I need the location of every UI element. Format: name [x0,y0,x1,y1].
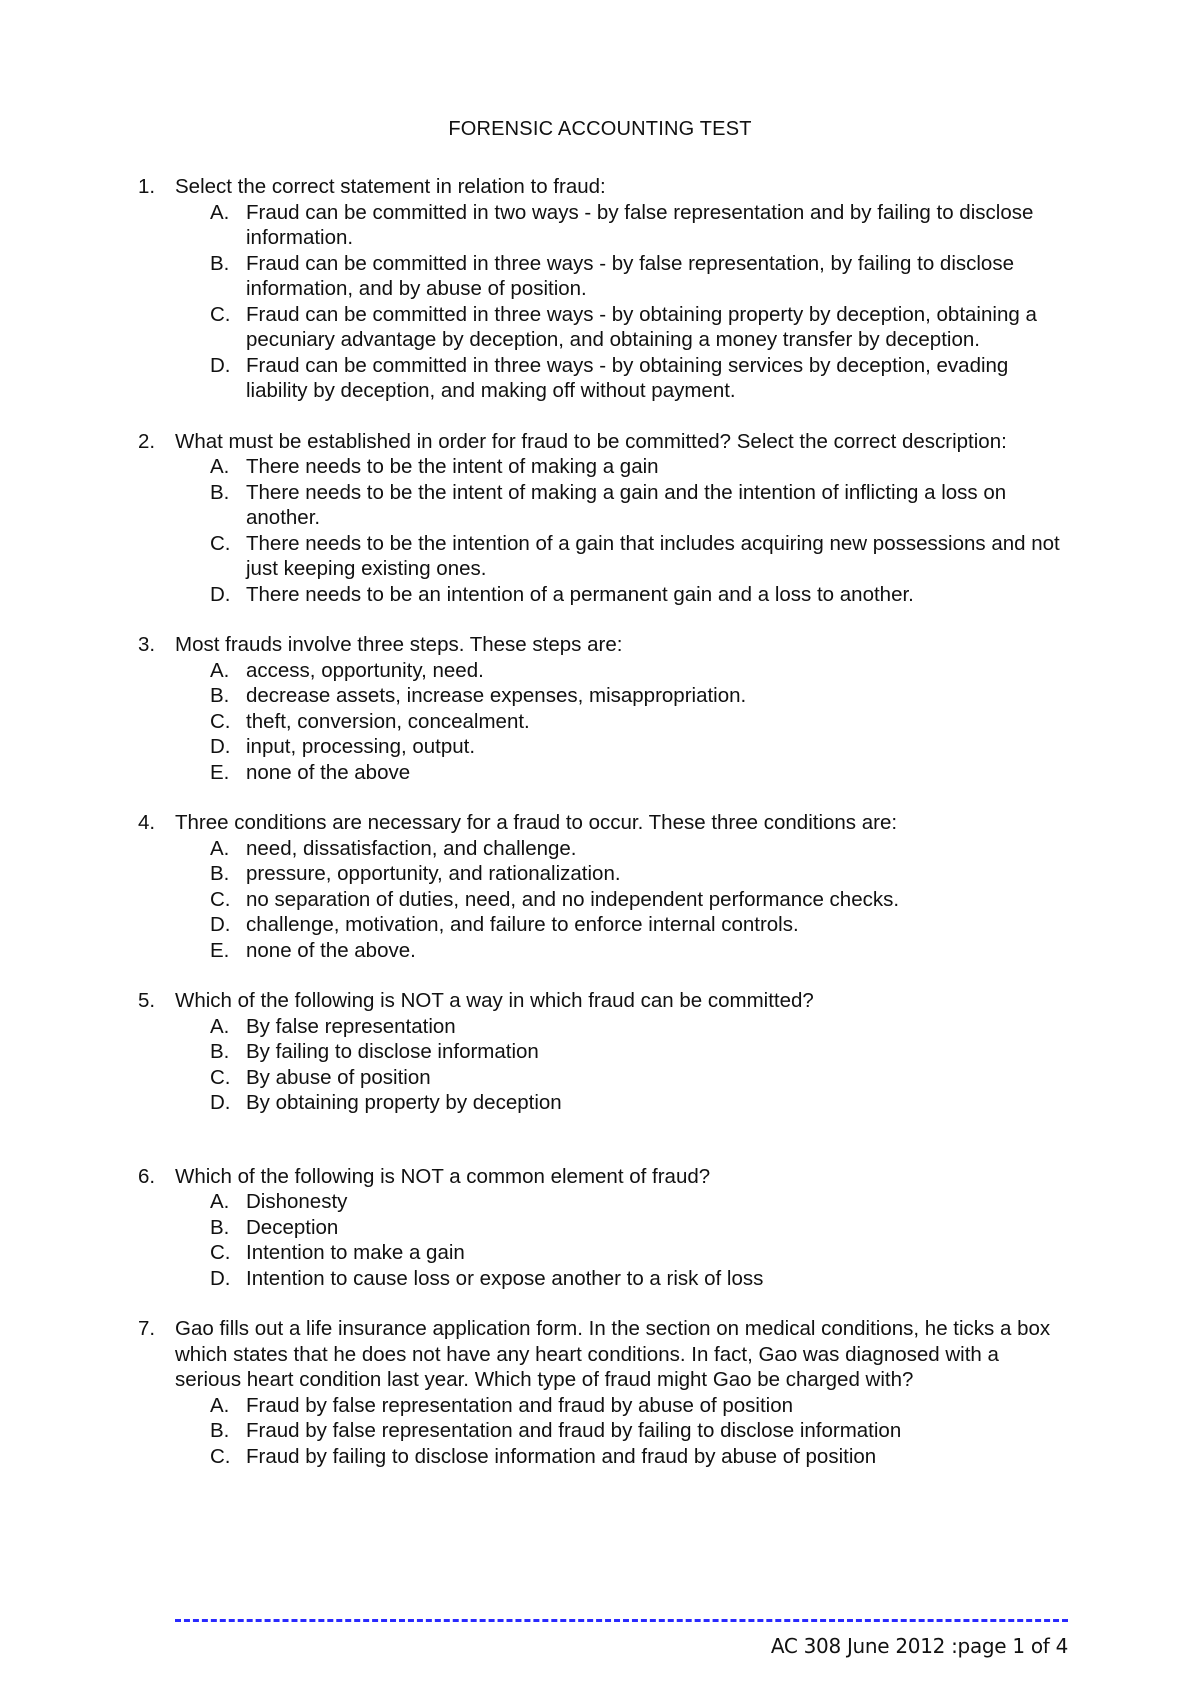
question-4 [138,810,1068,963]
footer-rule [175,1619,1068,1622]
option-text: Fraud can be committed in three ways - by obtaining property by deception, obtaining a pecuniary advantage by deception, and obtaining a money transfer by deception. [246,302,1037,351]
answer-option [210,200,1068,251]
option-text: Fraud by failing to disclose information and fraud by abuse of position [246,1444,877,1468]
answer-options [175,1393,1068,1470]
option-letter: A. [210,200,230,224]
option-letter: B. [210,1419,230,1442]
option-text: Intention to cause loss or expose another to a risk of loss [246,1266,764,1290]
question-text: Three conditions are necessary for a fraud to occur. These three conditions are: [175,811,898,834]
option-text: By abuse of position [246,1065,431,1089]
option-text: challenge, motivation, and failure to enforce internal controls. [246,913,799,936]
answer-option [210,1266,1068,1292]
answer-option [210,734,1068,760]
option-letter: D. [210,913,231,936]
option-text: need, dissatisfaction, and challenge. [246,836,577,860]
answer-option [210,683,1068,709]
answer-option [210,861,1068,887]
option-letter: C. [210,709,231,733]
answer-option [210,1393,1068,1419]
footer-text: AC 308 June 2012 :page 1 of 4 [770,1634,1068,1658]
option-letter: B. [210,1040,230,1063]
question-number: 3. [138,633,156,656]
option-text: There needs to be an intention of a permanent gain and a loss to another. [246,582,914,606]
option-text: none of the above [246,760,411,784]
question-1 [138,174,1068,404]
answer-options [175,836,1068,964]
option-text: Intention to make a gain [246,1241,465,1264]
option-text: Fraud can be committed in two ways - by false representation and by failing to disclose information. [246,200,1034,249]
answer-options [175,200,1068,404]
question-7 [138,1316,1068,1469]
option-text: Fraud by false representation and fraud by abuse of position [246,1393,794,1417]
answer-option [210,353,1068,404]
option-letter: B. [210,684,230,707]
question-text: Gao fills out a life insurance application form. In the section on medical conditions, he ticks a box which states that he does not have any heart conditions. In fact, Gao was diagnosed with a serious heart condition last year. Which type of fraud might Gao be charged with? [175,1317,1051,1391]
question-number: 2. [138,429,156,453]
question-2 [138,429,1068,608]
answer-option [210,480,1068,531]
option-text: Fraud can be committed in three ways - by false representation, by failing to disclose information, and by abuse of position. [246,251,1014,300]
answer-option [210,836,1068,862]
answer-option [210,1189,1068,1215]
option-text: There needs to be the intent of making a gain and the intention of inflicting a loss on another. [246,480,1007,529]
option-letter: B. [210,1215,230,1239]
option-text: There needs to be the intention of a gain that includes acquiring new possessions and not just keeping existing ones. [246,531,1060,580]
option-text: no separation of duties, need, and no independent performance checks. [246,887,900,911]
option-letter: A. [210,1393,230,1417]
answer-option [210,251,1068,302]
option-letter: D. [210,1091,231,1114]
page-title: FORENSIC ACCOUNTING TEST [448,118,752,140]
option-letter: A. [210,1190,230,1213]
question-list [138,174,1068,1494]
question-6 [138,1164,1068,1292]
question-number: 5. [138,989,156,1012]
answer-option [210,1418,1068,1444]
answer-option [210,1014,1068,1040]
option-letter: C. [210,887,231,911]
answer-option [210,912,1068,938]
option-letter: A. [210,455,230,478]
option-letter: C. [210,1444,231,1468]
question-text: Which of the following is NOT a way in which fraud can be committed? [175,989,814,1012]
option-letter: C. [210,531,231,555]
option-text: input, processing, output. [246,735,476,758]
answer-option [210,1215,1068,1241]
question-text: What must be established in order for fraud to be committed? Select the correct description: [175,429,1007,453]
answer-option [210,1090,1068,1116]
option-text: none of the above. [246,938,416,962]
question-text: Most frauds involve three steps. These steps are: [175,633,623,656]
question-number: 4. [138,811,156,834]
option-letter: E. [210,760,230,784]
option-letter: D. [210,582,231,606]
answer-options [175,454,1068,607]
option-text: Deception [246,1215,339,1239]
option-letter: D. [210,1266,231,1290]
answer-option [210,1240,1068,1266]
answer-option [210,582,1068,608]
option-text: theft, conversion, concealment. [246,709,530,733]
option-text: Fraud can be committed in three ways - by obtaining services by deception, evading liability by deception, and making off without payment. [246,353,1009,402]
option-text: By obtaining property by deception [246,1091,562,1114]
option-letter: D. [210,735,231,758]
answer-option [210,938,1068,964]
answer-option [210,454,1068,480]
option-letter: C. [210,1065,231,1089]
answer-option [210,658,1068,684]
answer-options [175,1014,1068,1116]
option-text: By false representation [246,1014,456,1038]
option-letter: B. [210,480,230,504]
option-letter: C. [210,1241,231,1264]
answer-options [175,658,1068,786]
answer-option [210,1444,1068,1470]
question-text: Which of the following is NOT a common element of fraud? [175,1164,711,1188]
option-text: Fraud by false representation and fraud by failing to disclose information [246,1419,902,1442]
option-text: There needs to be the intent of making a gain [246,455,659,478]
answer-option [210,1039,1068,1065]
option-text: By failing to disclose information [246,1040,539,1063]
question-number: 1. [138,175,156,198]
option-letter: D. [210,353,231,377]
answer-option [210,1065,1068,1091]
option-text: decrease assets, increase expenses, misappropriation. [246,684,747,707]
answer-option [210,302,1068,353]
option-letter: E. [210,938,230,962]
question-5 [138,988,1068,1116]
question-number: 7. [138,1317,156,1340]
option-text: Dishonesty [246,1190,348,1213]
option-text: access, opportunity, need. [246,658,484,682]
option-letter: A. [210,836,230,860]
answer-option [210,531,1068,582]
option-text: pressure, opportunity, and rationalization. [246,862,621,885]
answer-options [175,1189,1068,1291]
option-letter: B. [210,251,230,275]
option-letter: A. [210,1014,230,1038]
question-text: Select the correct statement in relation to fraud: [175,175,606,198]
option-letter: A. [210,658,230,682]
question-number: 6. [138,1164,156,1188]
option-letter: C. [210,302,231,326]
answer-option [210,760,1068,786]
answer-option [210,709,1068,735]
question-3 [138,632,1068,785]
option-letter: B. [210,862,230,885]
answer-option [210,887,1068,913]
